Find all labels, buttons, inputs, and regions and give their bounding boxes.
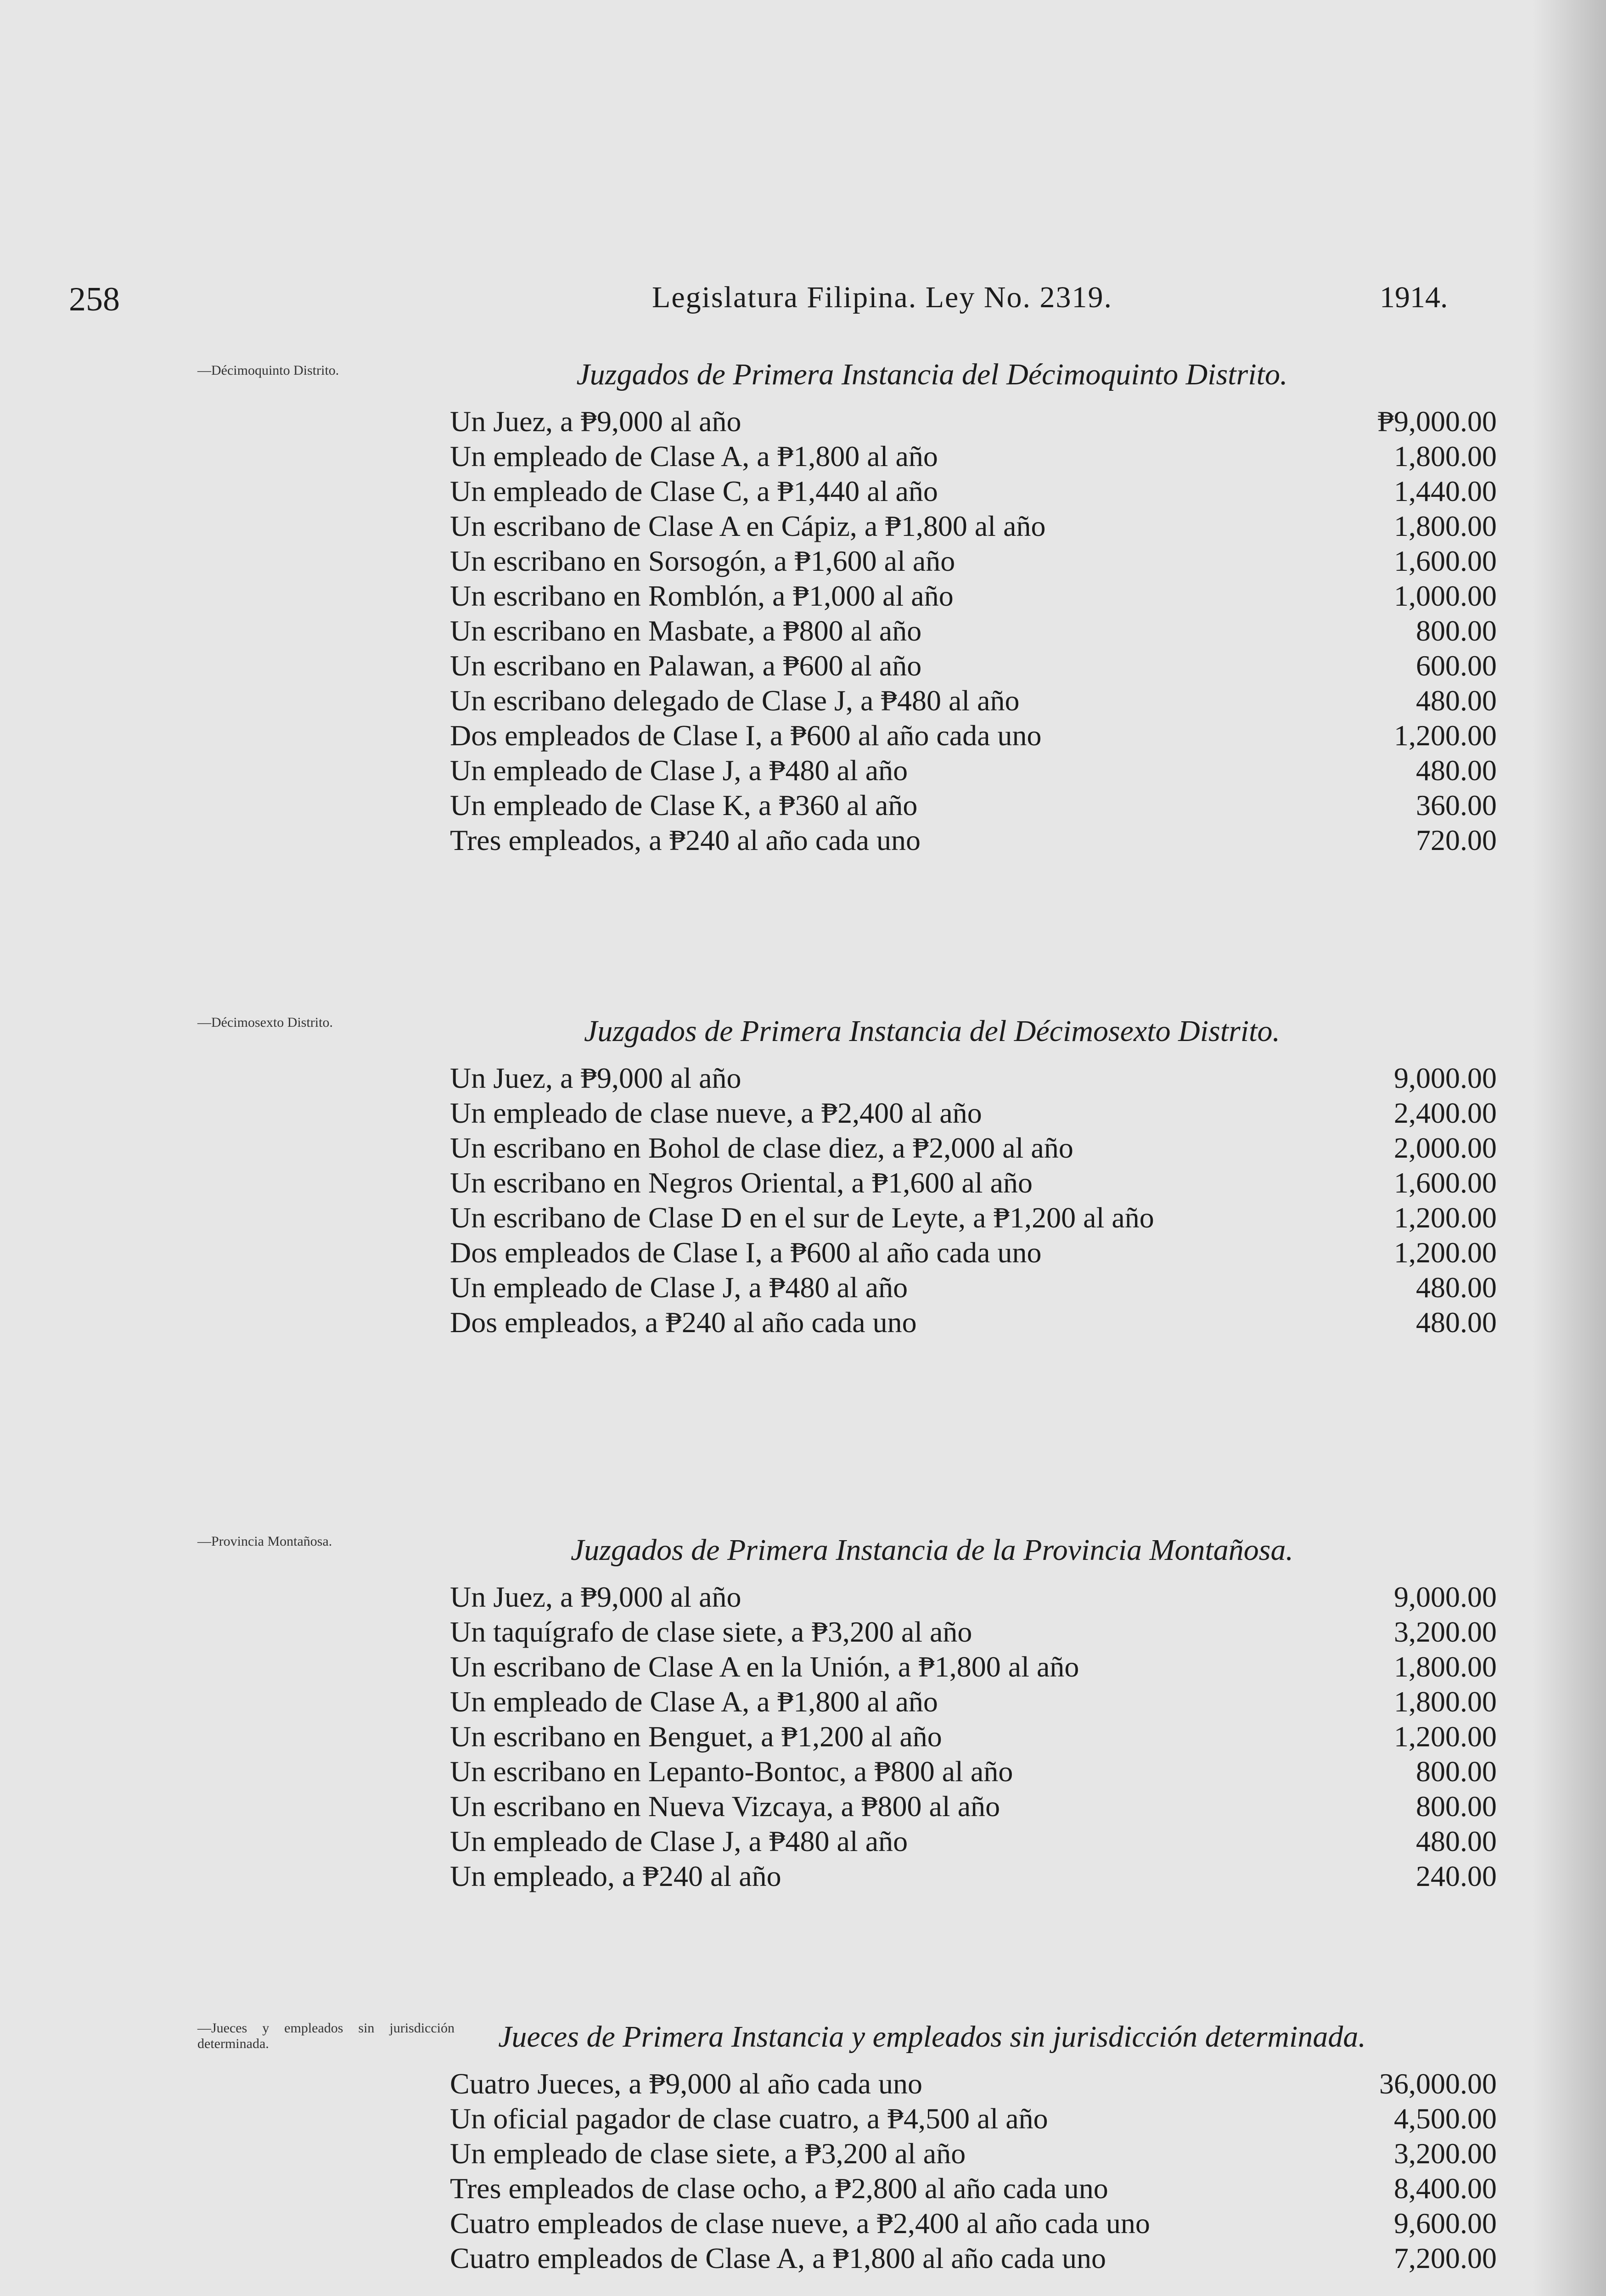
- line-item: [450, 2101, 1497, 2136]
- line-item-amount: 1,200.00: [1394, 1201, 1497, 1234]
- line-item: [450, 579, 1497, 613]
- line-item: [450, 2241, 1497, 2276]
- line-item-text: Un escribano de Clase A en la Unión, a ₱1,800 al año: [450, 1650, 1079, 1683]
- line-item-amount: 1,600.00: [1394, 1166, 1497, 1199]
- line-item-amount: 2,000.00: [1394, 1131, 1497, 1164]
- line-item-amount: 360.00: [1416, 789, 1497, 822]
- line-item: [450, 823, 1497, 858]
- section-title: Juzgados de Primera Instancia del Décimosexto Distrito.: [584, 1014, 1280, 1048]
- line-item: [450, 1061, 1497, 1096]
- line-item-text: Un Juez, a ₱9,000 al año: [450, 1581, 741, 1613]
- line-item-amount: 480.00: [1416, 1271, 1497, 1304]
- line-item-amount: 800.00: [1416, 1790, 1497, 1823]
- line-item: [450, 1754, 1497, 1789]
- line-item: [450, 1789, 1497, 1824]
- line-item: [450, 753, 1497, 788]
- line-item-amount: 600.00: [1416, 649, 1497, 682]
- line-item-text: Tres empleados, a ₱240 al año cada uno: [450, 824, 921, 856]
- line-item-amount: 8,400.00: [1394, 2172, 1497, 2205]
- section-title: Juzgados de Primera Instancia de la Provincia Montañosa.: [570, 1533, 1293, 1567]
- line-item-text: Un escribano en Bohol de clase diez, a ₱2,000 al año: [450, 1131, 1073, 1164]
- section-decimosexto: [450, 1015, 1497, 1340]
- line-item: [450, 1719, 1497, 1754]
- running-title: Legislatura Filipina. Ley No. 2319.: [652, 281, 1112, 314]
- line-item-amount: 800.00: [1416, 614, 1497, 647]
- line-item-amount: 1,800.00: [1394, 440, 1497, 473]
- line-item-text: Tres empleados de clase ocho, a ₱2,800 al año cada uno: [450, 2172, 1108, 2205]
- line-item-amount: 1,000.00: [1394, 580, 1497, 612]
- line-item-amount: ₱9,000.00: [1377, 405, 1497, 438]
- line-item-text: Un empleado de Clase K, a ₱360 al año: [450, 789, 918, 822]
- line-item: [450, 2066, 1497, 2101]
- line-item: [450, 788, 1497, 823]
- line-item-text: Un escribano en Negros Oriental, a ₱1,600 al año: [450, 1166, 1033, 1199]
- page-edge-shadow: [1533, 0, 1606, 2296]
- line-item: [450, 439, 1497, 474]
- line-item-text: Un empleado de clase nueve, a ₱2,400 al año: [450, 1097, 982, 1129]
- line-item-amount: 3,200.00: [1394, 1615, 1497, 1648]
- line-item: [450, 1235, 1497, 1270]
- line-item-text: Un escribano en Palawan, a ₱600 al año: [450, 649, 922, 682]
- section-montanosa: [450, 1534, 1497, 1894]
- line-item-amount: 2,400.00: [1394, 1097, 1497, 1129]
- line-item-amount: 1,200.00: [1394, 1236, 1497, 1269]
- line-item-amount: 720.00: [1416, 824, 1497, 856]
- margin-note-montanosa: —Provincia Montañosa.: [197, 1534, 332, 1549]
- line-item-text: Un escribano delegado de Clase J, a ₱480 al año: [450, 684, 1020, 717]
- line-item: [450, 1649, 1497, 1684]
- line-item-amount: 9,600.00: [1394, 2207, 1497, 2240]
- line-item-text: Un empleado de Clase A, a ₱1,800 al año: [450, 440, 938, 473]
- line-item-text: Un empleado de Clase J, a ₱480 al año: [450, 1825, 908, 1857]
- line-item-amount: 1,200.00: [1394, 1720, 1497, 1753]
- page-header: [69, 280, 1446, 321]
- line-item-text: Un oficial pagador de clase cuatro, a ₱4,500 al año: [450, 2102, 1048, 2135]
- line-item-text: Dos empleados de Clase I, a ₱600 al año cada uno: [450, 1236, 1042, 1269]
- line-item: [450, 1096, 1497, 1131]
- line-item-amount: 480.00: [1416, 754, 1497, 787]
- line-item: [450, 1270, 1497, 1305]
- line-item-amount: 1,440.00: [1394, 475, 1497, 507]
- line-item-amount: 1,200.00: [1394, 719, 1497, 752]
- line-item-text: Un Juez, a ₱9,000 al año: [450, 1062, 741, 1094]
- line-item-amount: 9,000.00: [1394, 1581, 1497, 1613]
- line-item: [450, 1859, 1497, 1894]
- line-item: [450, 1131, 1497, 1165]
- line-item-text: Un empleado de Clase A, a ₱1,800 al año: [450, 1685, 938, 1718]
- margin-note-decimoquinto: —Décimoquinto Distrito.: [197, 363, 339, 378]
- line-item-text: Un escribano en Masbate, a ₱800 al año: [450, 614, 922, 647]
- line-item: [450, 544, 1497, 579]
- line-item: [450, 1824, 1497, 1859]
- line-item-text: Un escribano en Romblón, a ₱1,000 al año: [450, 580, 954, 612]
- line-item: [450, 683, 1497, 718]
- line-item-text: Cuatro Jueces, a ₱9,000 al año cada uno: [450, 2067, 923, 2100]
- line-item-amount: 36,000.00: [1379, 2067, 1497, 2100]
- margin-note-sin-jurisdiccion: —Jueces y empleados sin jurisdicción determinada.: [197, 2020, 455, 2051]
- line-item: [450, 404, 1497, 439]
- line-item-text: Un empleado, a ₱240 al año: [450, 1860, 781, 1892]
- line-item-text: Cuatro empleados de Clase A, a ₱1,800 al año cada uno: [450, 2242, 1106, 2274]
- line-item: [450, 1684, 1497, 1719]
- line-item: [450, 718, 1497, 753]
- line-item-text: Un empleado de clase siete, a ₱3,200 al año: [450, 2137, 966, 2170]
- line-item-amount: 1,800.00: [1394, 1650, 1497, 1683]
- line-item-text: Dos empleados de Clase I, a ₱600 al año cada uno: [450, 719, 1042, 752]
- line-item-amount: 480.00: [1416, 684, 1497, 717]
- line-item: [450, 648, 1497, 683]
- line-item-text: Cuatro empleados de clase nueve, a ₱2,400 al año cada uno: [450, 2207, 1150, 2240]
- line-item-text: Un escribano en Sorsogón, a ₱1,600 al año: [450, 545, 955, 577]
- line-item-text: Un escribano de Clase A en Cápiz, a ₱1,800 al año: [450, 510, 1046, 542]
- line-item-text: Un empleado de Clase J, a ₱480 al año: [450, 1271, 908, 1304]
- page-number: 258: [69, 281, 120, 318]
- line-item-amount: 1,600.00: [1394, 545, 1497, 577]
- line-item: [450, 1165, 1497, 1200]
- line-item-text: Dos empleados, a ₱240 al año cada uno: [450, 1306, 917, 1339]
- line-item-amount: 4,500.00: [1394, 2102, 1497, 2135]
- line-item-text: Un escribano en Benguet, a ₱1,200 al año: [450, 1720, 942, 1753]
- line-item-text: Un taquígrafo de clase siete, a ₱3,200 al año: [450, 1615, 972, 1648]
- line-item: [450, 474, 1497, 509]
- section-decimoquinto: [450, 358, 1497, 858]
- line-item-text: Un empleado de Clase C, a ₱1,440 al año: [450, 475, 938, 507]
- line-item-text: Un empleado de Clase J, a ₱480 al año: [450, 754, 908, 787]
- line-item: [450, 509, 1497, 544]
- section-sin-jurisdiccion: [450, 2020, 1497, 2276]
- line-item: [450, 1615, 1497, 1649]
- line-item: [450, 1200, 1497, 1235]
- line-item-text: Un escribano de Clase D en el sur de Leyte, a ₱1,200 al año: [450, 1201, 1154, 1234]
- line-item: [450, 613, 1497, 648]
- line-item-text: Un escribano en Lepanto-Bontoc, a ₱800 al año: [450, 1755, 1013, 1788]
- section-title: Jueces de Primera Instancia y empleados sin jurisdicción determinada.: [498, 2020, 1366, 2054]
- line-item: [450, 1305, 1497, 1340]
- line-item-amount: 240.00: [1416, 1860, 1497, 1892]
- line-item-amount: 9,000.00: [1394, 1062, 1497, 1094]
- line-item-amount: 1,800.00: [1394, 1685, 1497, 1718]
- line-item-amount: 7,200.00: [1394, 2242, 1497, 2274]
- line-item-amount: 480.00: [1416, 1825, 1497, 1857]
- line-item: [450, 2136, 1497, 2171]
- line-item-amount: 3,200.00: [1394, 2137, 1497, 2170]
- line-item-amount: 800.00: [1416, 1755, 1497, 1788]
- line-item-text: Un Juez, a ₱9,000 al año: [450, 405, 741, 438]
- line-item: [450, 1580, 1497, 1615]
- line-item: [450, 2206, 1497, 2241]
- section-title: Juzgados de Primera Instancia del Décimoquinto Distrito.: [576, 358, 1288, 391]
- margin-note-decimosexto: —Décimosexto Distrito.: [197, 1015, 333, 1030]
- header-year: 1914.: [1380, 281, 1448, 314]
- line-item-amount: 1,800.00: [1394, 510, 1497, 542]
- line-item: [450, 2171, 1497, 2206]
- line-item-amount: 480.00: [1416, 1306, 1497, 1339]
- line-item-text: Un escribano en Nueva Vizcaya, a ₱800 al año: [450, 1790, 1000, 1823]
